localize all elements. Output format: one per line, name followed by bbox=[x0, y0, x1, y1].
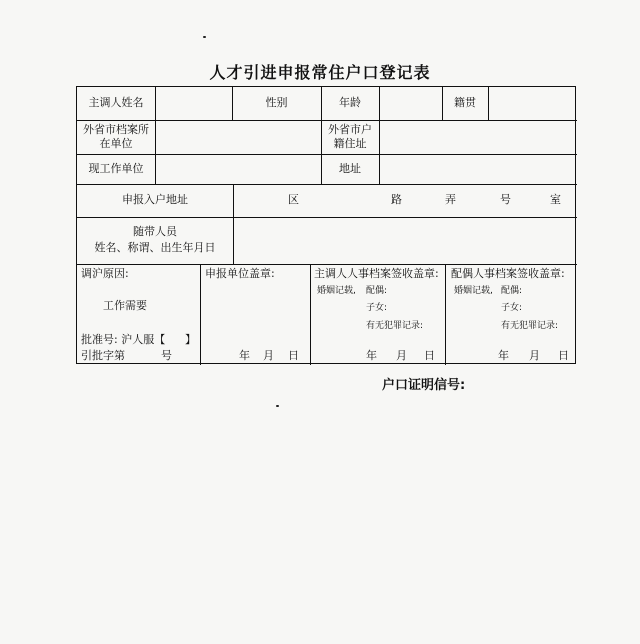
approval-label: 批准号: 沪人服【 bbox=[81, 333, 166, 346]
main-month: 月 bbox=[396, 349, 407, 362]
main-children: 子女: bbox=[366, 303, 388, 313]
main-marriage-record: 婚姻记载, bbox=[317, 286, 356, 296]
unit-day: 日 bbox=[288, 349, 299, 362]
archive-unit-label-line1: 外省市档案所 bbox=[83, 123, 149, 136]
work-unit-label: 现工作单位 bbox=[88, 162, 144, 175]
approval-line2: 引批字第 bbox=[81, 349, 125, 362]
reason-label: 调沪原因: bbox=[81, 267, 129, 280]
lane-label: 弄 bbox=[445, 193, 456, 206]
spouse-year: 年 bbox=[498, 349, 509, 362]
address-label: 地址 bbox=[339, 162, 361, 175]
gender-label: 性别 bbox=[265, 96, 288, 109]
residence-label-line1: 外省市户 bbox=[328, 123, 372, 136]
main-day: 日 bbox=[424, 349, 435, 362]
spouse-day: 日 bbox=[558, 349, 569, 362]
main-criminal-record: 有无犯罪记录: bbox=[366, 321, 424, 331]
district-label: 区 bbox=[288, 193, 299, 206]
scan-speck bbox=[276, 405, 279, 407]
age-label: 年龄 bbox=[339, 96, 361, 109]
main-year: 年 bbox=[366, 349, 377, 362]
registration-table bbox=[76, 86, 576, 364]
main-spouse: 配偶: bbox=[366, 286, 388, 296]
reason-value: 工作需要 bbox=[103, 299, 147, 312]
accompany-label-line1: 随带人员 bbox=[133, 225, 177, 238]
road-label: 路 bbox=[391, 193, 402, 206]
scan-speck bbox=[203, 36, 206, 38]
apply-address-label: 申报入户地址 bbox=[122, 193, 188, 206]
spouse-month: 月 bbox=[529, 349, 540, 362]
spouse-criminal-record: 有无犯罪记录: bbox=[501, 321, 559, 331]
form-title: 人才引进申报常住户口登记表 bbox=[209, 63, 431, 82]
unit-stamp-label: 申报单位盖章: bbox=[205, 267, 275, 280]
residence-label-line2: 籍住址 bbox=[333, 137, 367, 150]
spouse-archive-label: 配偶人事档案签收盖章: bbox=[451, 267, 565, 280]
main-archive-label: 主调人人事档案签收盖章: bbox=[314, 267, 439, 280]
name-label: 主调人姓名 bbox=[88, 96, 144, 109]
origin-label: 籍贯 bbox=[454, 96, 476, 109]
archive-unit-label-line2: 在单位 bbox=[99, 137, 133, 150]
spouse-marriage-record: 婚姻记载, bbox=[454, 286, 493, 296]
unit-year: 年 bbox=[239, 349, 250, 362]
approval-hao: 号 bbox=[161, 349, 172, 362]
residence-proof-label: 户口证明信号: bbox=[382, 378, 466, 393]
approval-bracket: 】 bbox=[185, 333, 196, 346]
room-label: 室 bbox=[550, 193, 561, 206]
unit-month: 月 bbox=[263, 349, 274, 362]
spouse-children: 子女: bbox=[501, 303, 523, 313]
spouse-spouse: 配偶: bbox=[501, 286, 523, 296]
accompany-label-line2: 姓名、称谓、出生年月日 bbox=[94, 241, 216, 254]
number-label: 号 bbox=[500, 193, 511, 206]
